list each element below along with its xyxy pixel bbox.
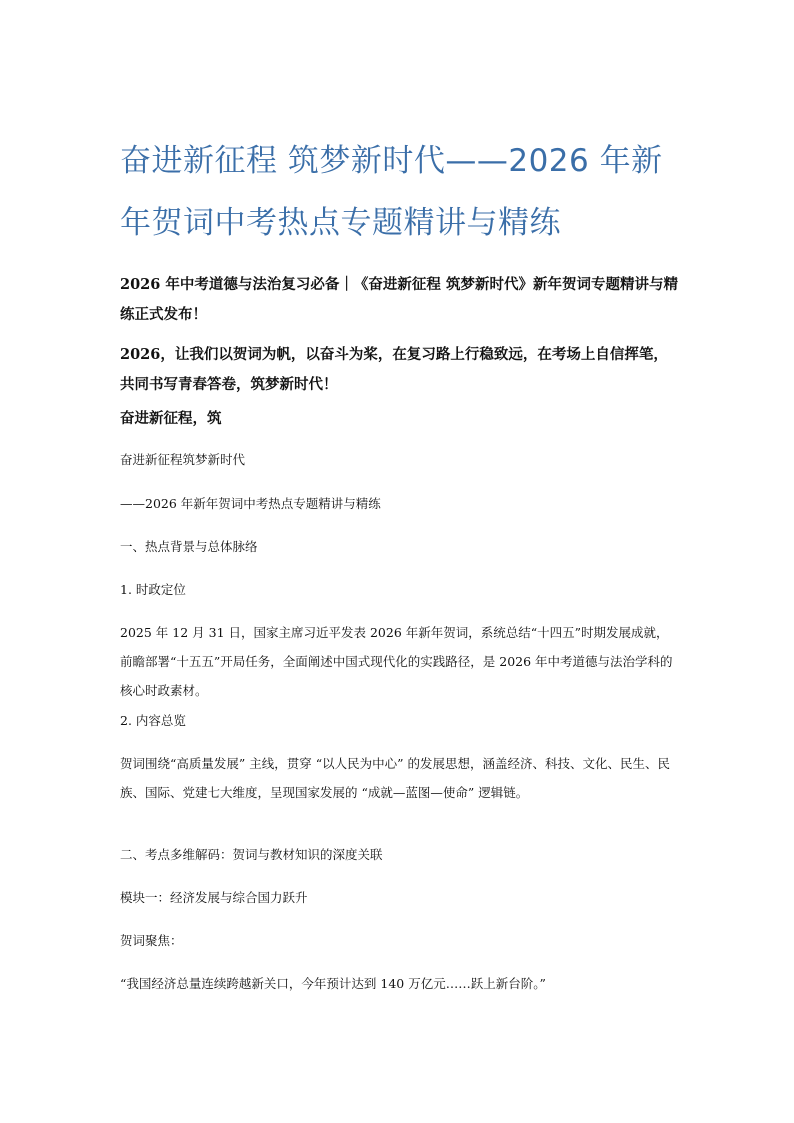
paragraph-2: 贺词围绕“高质量发展” 主线，贯穿 “以人民为中心” 的发展思想，涵盖经济、科技、文化、民生、民族、国际、党建七大维度，呈现国家发展的 “成就—蓝图—使命” 逻辑链。 (120, 756, 670, 800)
module-heading-1: 模块一：经济发展与综合国力跃升 (120, 890, 308, 905)
paragraph-1: 2025 年 12 月 31 日，国家主席习近平发表 2026 年新年贺词，系统总结“十四五”时期发展成就，前瞻部署“十五五”开局任务，全面阐述中国式现代化的实践路径，是 2026 年中考道德与法治学科的核心时政素材。 (120, 625, 673, 698)
heading-sub-line: ——2026 年新年贺词中考热点专题精讲与精练 (120, 496, 381, 511)
heading-main-line: 奋进新征程筑梦新时代 (120, 452, 246, 467)
focus-label: 贺词聚焦： (120, 933, 183, 948)
section-heading-2: 二、考点多维解码：贺词与教材知识的深度关联 (120, 847, 383, 862)
subheading-1: 1. 时政定位 (120, 582, 186, 597)
intro-paragraph-3: 奋进新征程，筑 (120, 410, 222, 427)
subheading-2: 2. 内容总览 (120, 713, 186, 728)
section-heading-1: 一、热点背景与总体脉络 (120, 539, 258, 554)
intro-paragraph-2: 2026，让我们以贺词为帆，以奋斗为桨，在复习路上行稳致远，在考场上自信挥笔，共同书写青春答卷，筑梦新时代！ (120, 346, 668, 393)
intro-paragraph-1: 2026 年中考道德与法治复习必备｜《奋进新征程 筑梦新时代》新年贺词专题精讲与精练正式发布！ (120, 276, 678, 323)
document-title: 奋进新征程 筑梦新时代——2026 年新年贺词中考热点专题精讲与精练 (120, 143, 663, 241)
quote-paragraph: “我国经济总量连续跨越新关口，今年预计达到 140 万亿元……跃上新台阶。” (120, 976, 546, 991)
